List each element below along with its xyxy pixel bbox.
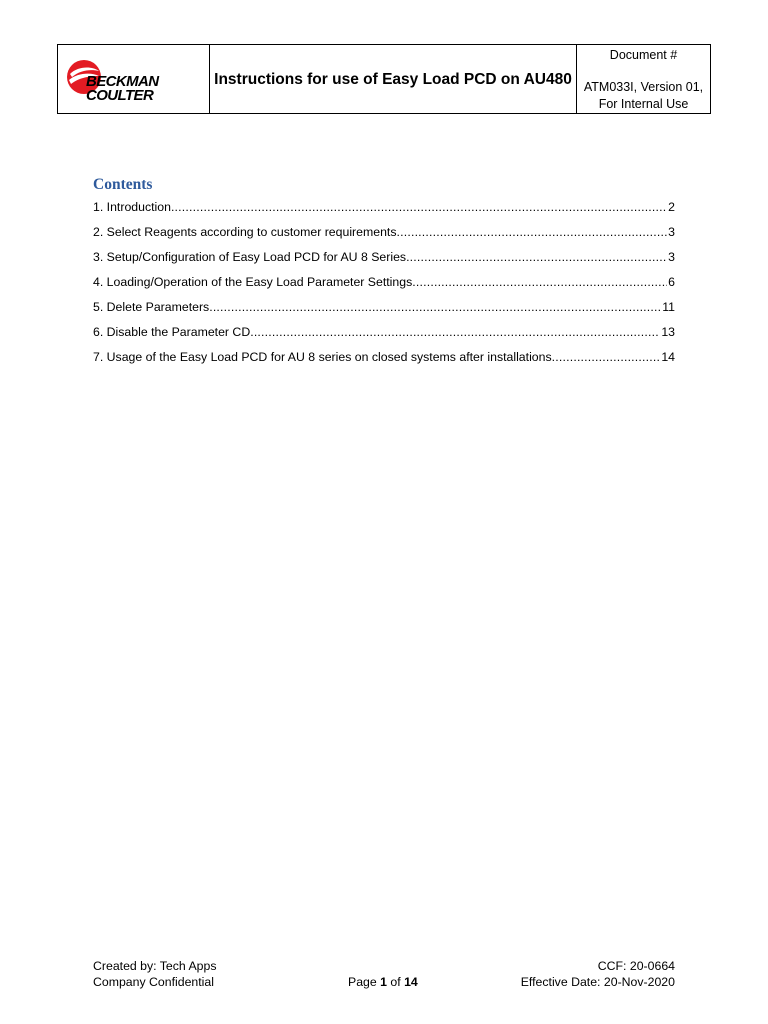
footer-effective-date: Effective Date: 20-Nov-2020 [520,975,675,989]
toc-entry-label[interactable]: 3. Setup/Configuration of Easy Load PCD for AU 8 Series [93,250,407,264]
toc-dot-leader [209,299,661,315]
footer-created-by: Created by: Tech Apps [93,959,217,973]
toc-entry-label[interactable]: 5. Delete Parameters [93,300,210,314]
toc-entry-page[interactable]: 3 [668,250,675,264]
toc-entry-page[interactable]: 11 [662,300,675,314]
toc-dot-leader [412,274,667,290]
footer-right [521,958,675,990]
document-number-label: Document # [609,48,678,62]
page-current: 1 [380,975,387,989]
logo-text-line2: COULTER [86,87,154,104]
toc-entry-page[interactable]: 14 [661,350,675,364]
page-of: of [390,975,401,989]
toc-entry-page[interactable]: 13 [661,325,675,339]
page-total: 14 [404,975,418,989]
toc-dot-leader [396,224,667,240]
toc-entry[interactable] [93,324,675,349]
contents-heading: Contents [93,176,153,193]
toc-dot-leader [171,199,667,215]
footer-ccf: CCF: 20-0664 [597,959,675,973]
toc-entry[interactable] [93,199,675,224]
document-number-value: ATM033I, Version 01, For Internal Use [583,80,704,111]
footer-page-number [348,974,418,990]
toc-entry-page[interactable]: 2 [668,200,675,214]
toc-entry-label[interactable]: 4. Loading/Operation of the Easy Load Parameter Settings [93,275,413,289]
document-header [57,44,711,114]
footer-left [93,958,217,990]
toc-entry[interactable] [93,349,675,374]
toc-entry[interactable] [93,299,675,324]
toc-entry[interactable] [93,224,675,249]
logo-text [86,75,158,103]
toc-dot-leader [250,324,660,340]
toc-entry-label[interactable]: 7. Usage of the Easy Load PCD for AU 8 series on closed systems after installations [93,350,552,364]
page-prefix: Page [348,975,377,989]
table-of-contents [93,199,675,374]
toc-entry-label[interactable]: 6. Disable the Parameter CD [93,325,251,339]
logo-cell [58,45,210,113]
beckman-coulter-logo [64,54,176,104]
toc-entry-page[interactable]: 6 [668,275,675,289]
document-number-cell [577,45,710,113]
toc-entry[interactable] [93,274,675,299]
document-title: Instructions for use of Easy Load PCD on AU480 [210,45,577,113]
toc-entry-label[interactable]: 1. Introduction [93,200,171,214]
footer-confidential: Company Confidential [93,975,214,989]
toc-entry-label[interactable]: 2. Select Reagents according to customer requirements [93,225,397,239]
toc-entry-page[interactable]: 3 [668,225,675,239]
logo-text-line1: BECKMAN [86,73,159,90]
toc-dot-leader [552,349,661,365]
toc-entry[interactable] [93,249,675,274]
toc-dot-leader [406,249,667,265]
